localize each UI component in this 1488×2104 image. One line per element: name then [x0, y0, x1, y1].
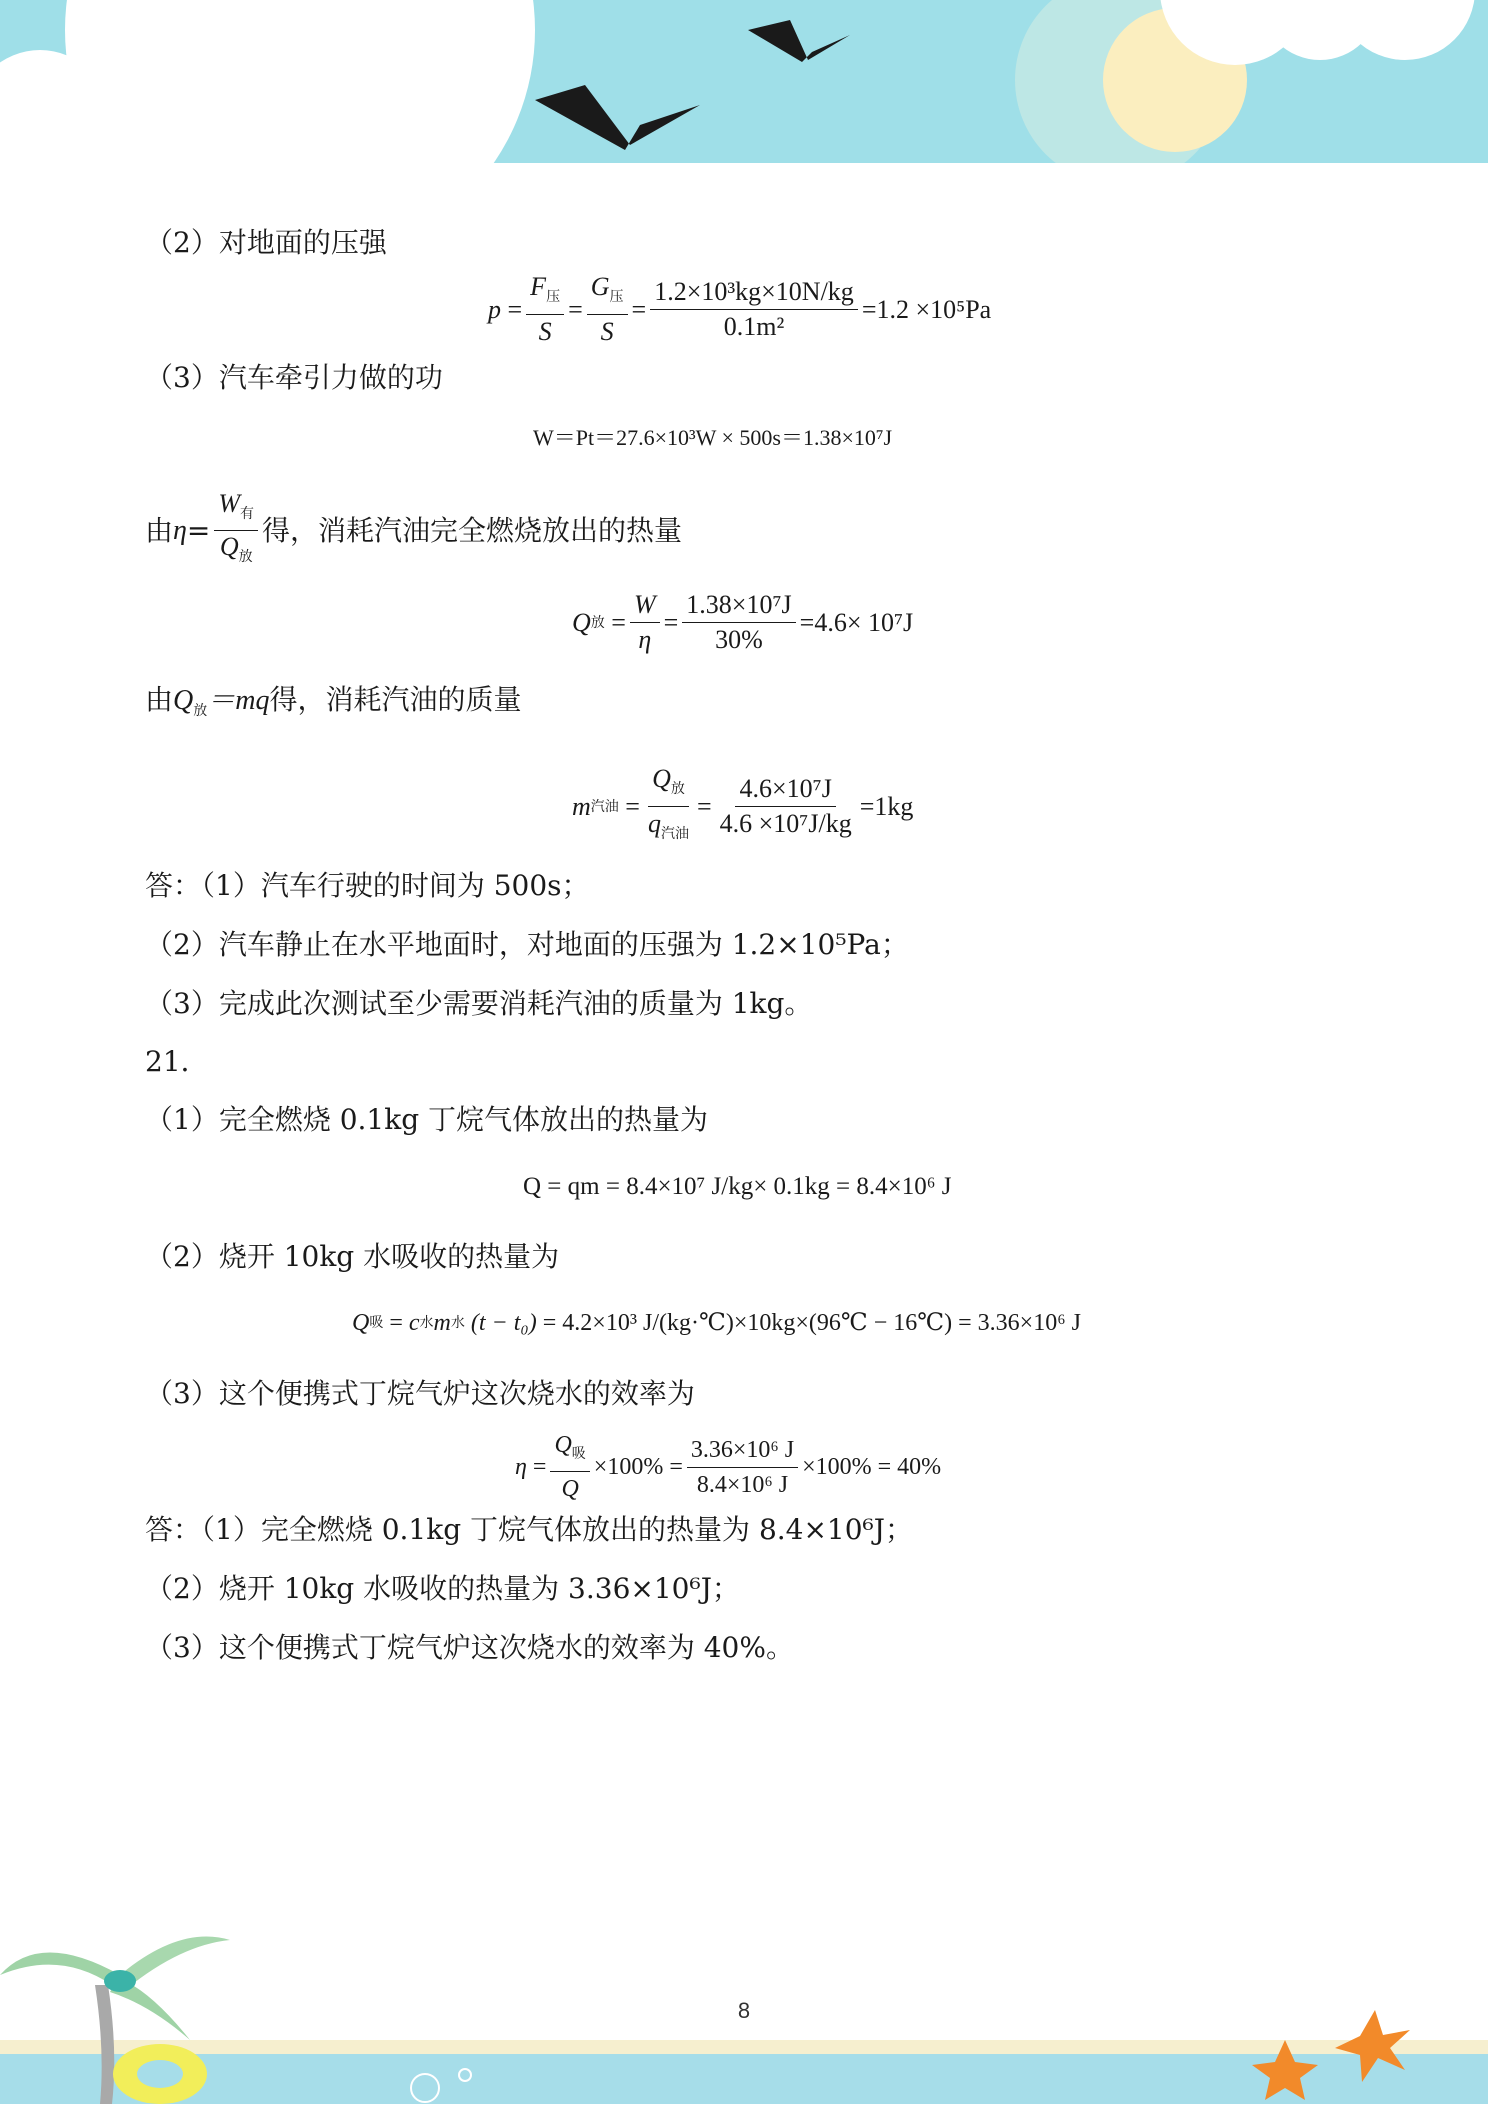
part-2-heading: （2）对地面的压强 — [145, 226, 387, 259]
pressure-equation: p = $\frac{F_压}{S}$ = $\frac{G_压}{S}$ = $\frac{\text{1.2×10³kg×10N/kg}}{\text{0.1m²}}$ =1.2 ×10⁵Pa — [488, 272, 992, 346]
efficiency-equation: η = $\frac{Q_吸}{Q}$ ×100% = $\frac{\text{3.36×10⁶ J}}{\text{8.4×10⁶ J}}$ ×100% = 40% — [515, 1432, 942, 1502]
water-heat-equation: Q 吸 = c 水 m 水 (t − t₀) = 4.2×10³ J/(kg·℃)×10kg×(96℃ − 16℃) = 3.36×10⁶ J — [352, 1310, 1081, 1336]
sand-strip — [0, 2040, 1488, 2054]
answer-21-line-1: 答：（1）完全燃烧 0.1kg 丁烷气体放出的热量为 8.4×10⁶J； — [145, 1513, 914, 1546]
q21-part-3-heading: （3）这个便携式丁烷气炉这次烧水的效率为 — [145, 1377, 695, 1410]
answer-21-line-3: （3）这个便携式丁烷气炉这次烧水的效率为 40%。 — [145, 1631, 794, 1664]
q21-part-1-heading: （1）完全燃烧 0.1kg 丁烷气体放出的热量为 — [145, 1103, 709, 1136]
heat-released-equation: Q 放 = $\frac{W}{\eta}$ = $\frac{\text{1.38×10⁷J}}{30\%}$ =4.6× 10⁷J — [572, 590, 914, 654]
butane-heat-equation: Q = qm = 8.4×10⁷ J/kg× 0.1kg = 8.4×10⁶ J — [523, 1173, 952, 1200]
answer-21-line-2: （2）烧开 10kg 水吸收的热量为 3.36×10⁶J； — [145, 1572, 740, 1605]
work-equation: W＝Pt＝27.6×10³W × 500s＝1.38×10⁷J — [533, 425, 893, 450]
q21-part-2-heading: （2）烧开 10kg 水吸收的热量为 — [145, 1240, 560, 1273]
mass-formula-line: 由$Q_放=mq$得，消耗汽油的质量 — [145, 683, 522, 719]
sky-header-illustration — [0, 0, 1488, 170]
page-number: 8 — [737, 1998, 751, 2023]
swim-ring-icon — [113, 2044, 207, 2104]
question-21-number: 21． — [145, 1045, 209, 1078]
answer-20-line-2: （2）汽车静止在水平地面时，对地面的压强为 1.2×10⁵Pa； — [145, 928, 909, 961]
sea-strip — [0, 2054, 1488, 2104]
answer-20-line-3: （3）完成此次测试至少需要消耗汽油的质量为 1kg。 — [145, 987, 813, 1020]
efficiency-formula-line: 由 η = $\frac{W_有}{Q_放}$ 得，消耗汽油完全燃烧放出的热量 — [145, 489, 683, 565]
part-3-heading: （3）汽车牵引力做的功 — [145, 361, 443, 394]
fuel-mass-equation: m 汽油 = $\frac{Q_放}{q_{汽油}}$ = $\frac{\text{4.6×10⁷J}}{\text{4.6 ×10⁷J/kg}}$ =1kg — [572, 764, 914, 842]
answer-20-line-1: 答：（1）汽车行驶的时间为 500s； — [145, 869, 590, 902]
